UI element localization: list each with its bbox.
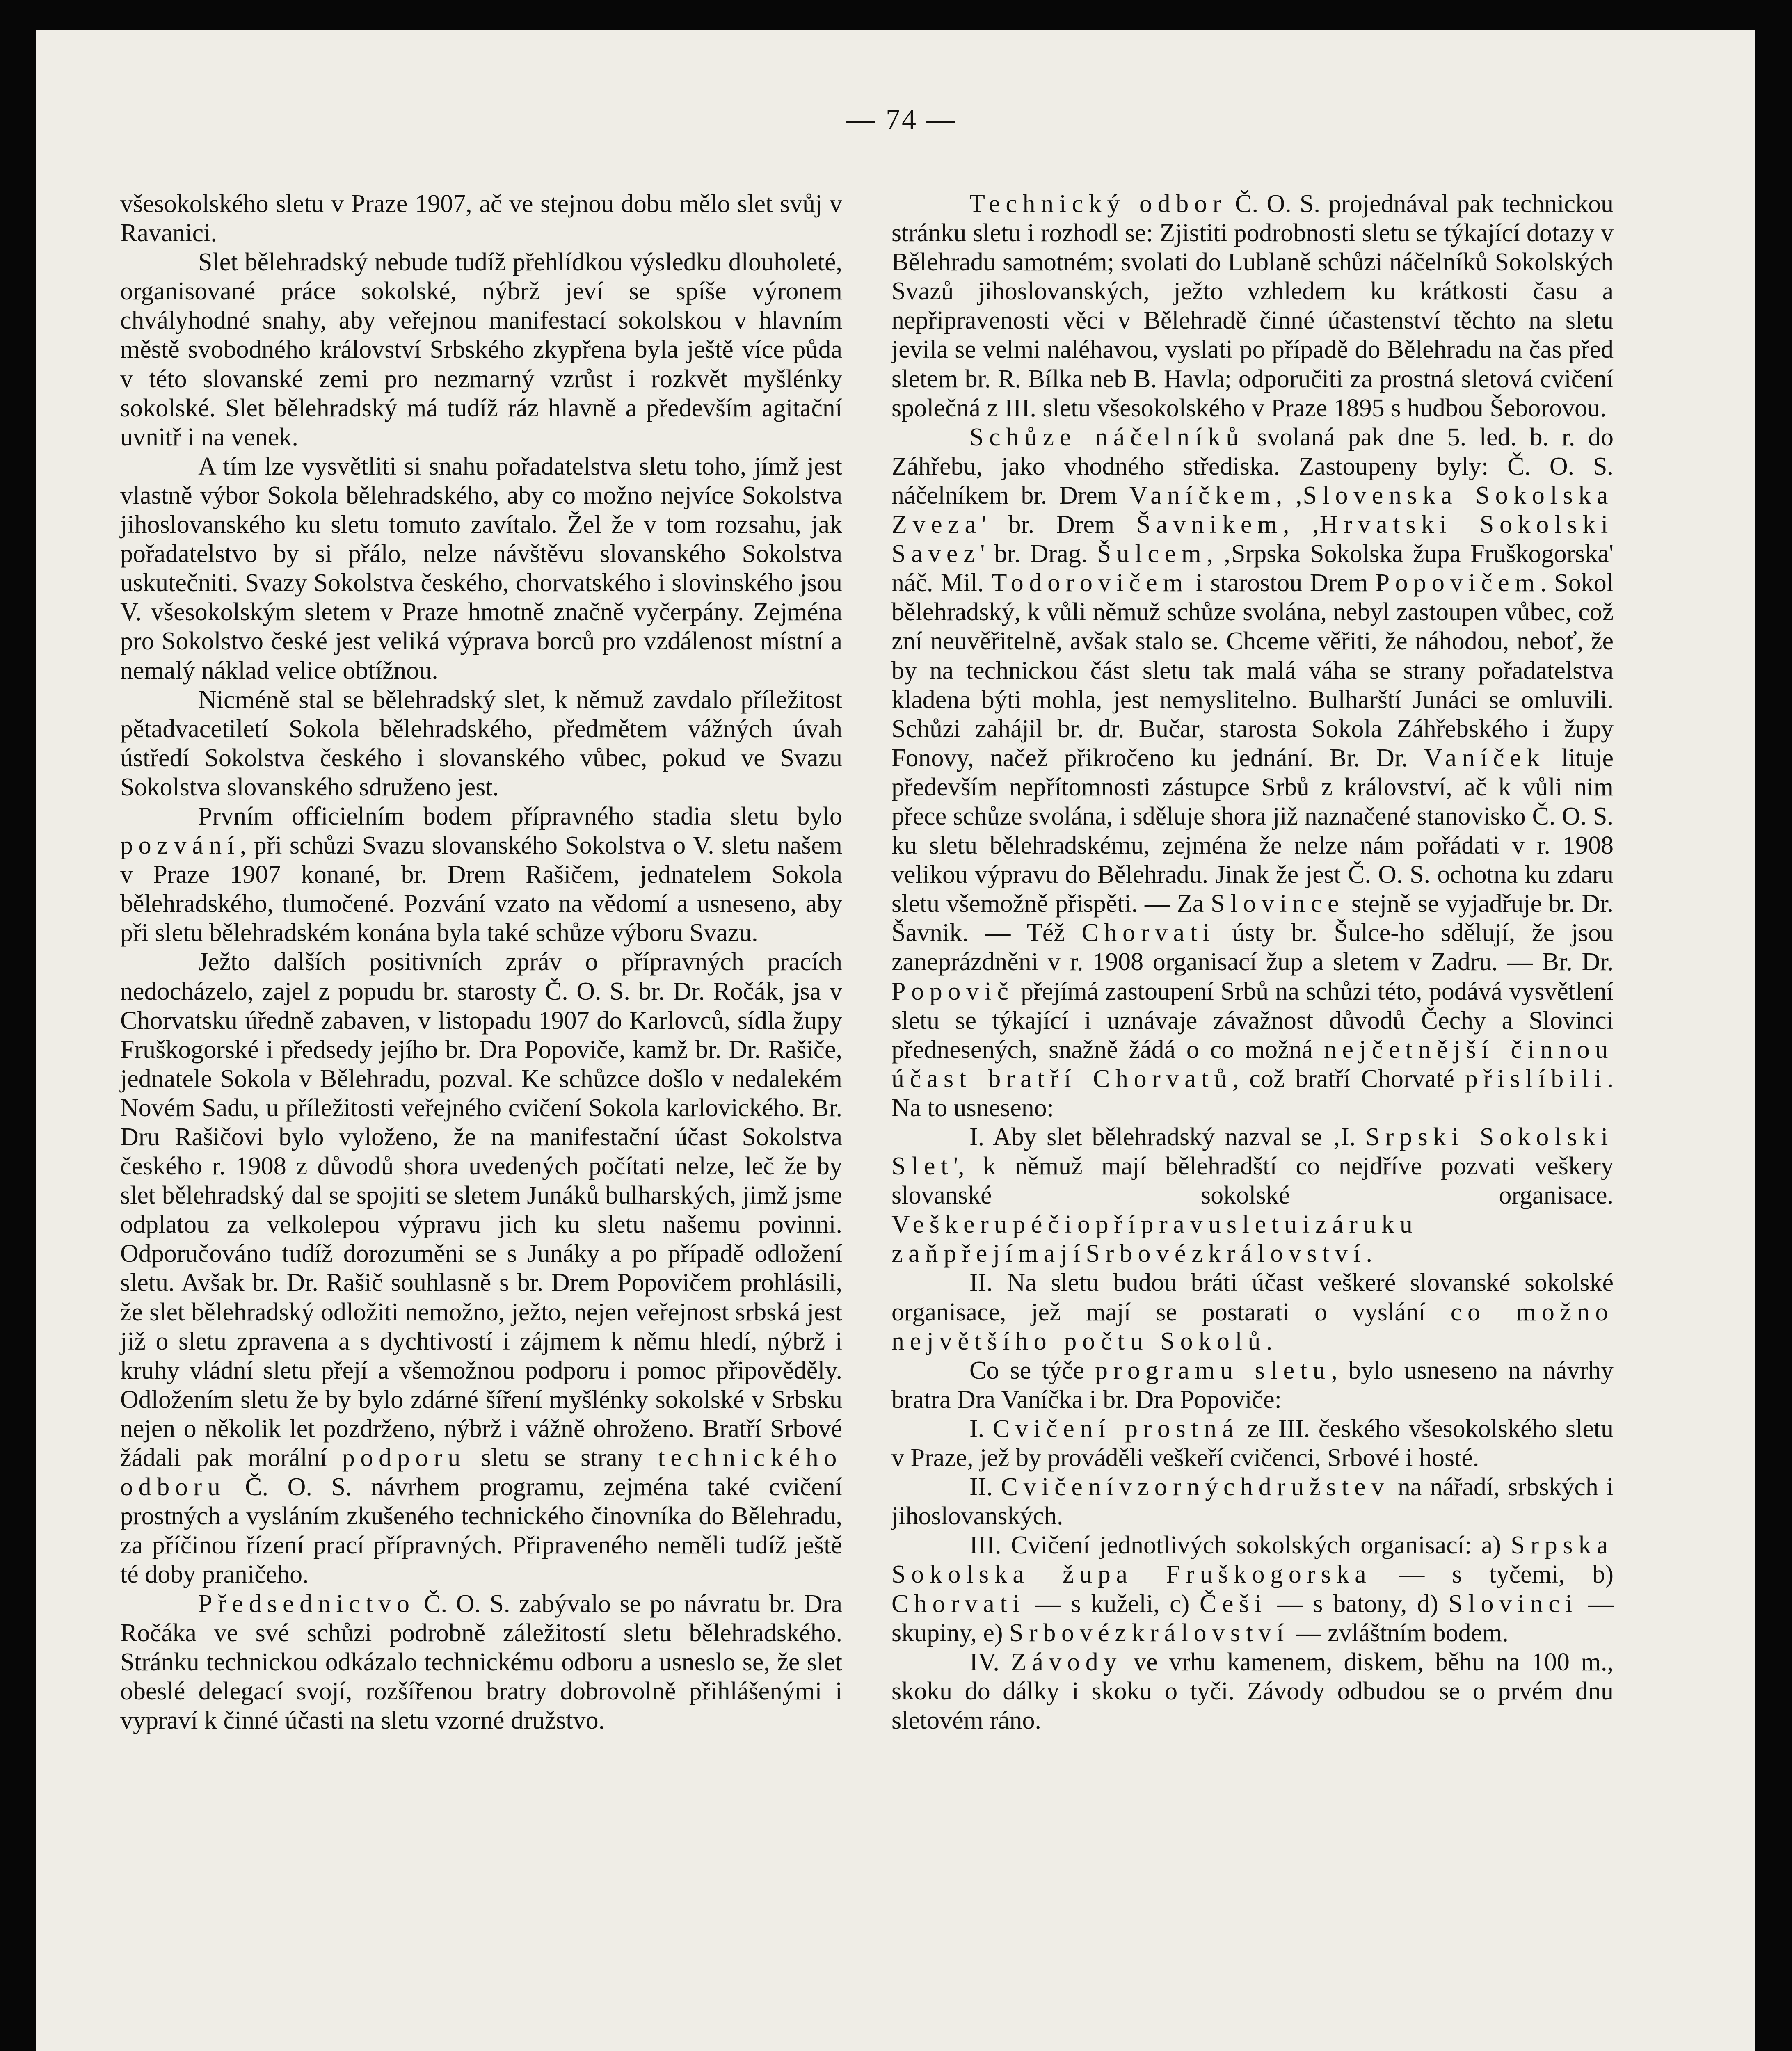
spaced-emphasis-text: Šavnikem [1136, 511, 1283, 539]
spaced-emphasis-text: Cvičenívzornýchdružstev [1001, 1473, 1390, 1501]
paragraph [120, 1590, 842, 1735]
paragraph-text: Č. O. S. zabývalo se po návratu br. Dra Ročáka ve své schůzi podrobně záležitostí sletu bělehradského. Stránku technickou odkázalo technickému odboru a usneslo se, že slet obeslé delegací svojí, rozšířenou bratry dobrovolně přihlášenými i vypraví k činné účasti na sletu vzorné družstvo. [120, 1590, 842, 1734]
paragraph [891, 1414, 1614, 1473]
paragraph-text: II. Na sletu budou bráti účast veškeré slovanské sokolské organisace, jež mají se postarati o vyslání [891, 1269, 1614, 1326]
spaced-emphasis-text: nejčetnější činnou účast bratří Chorvatů [891, 1035, 1614, 1093]
paragraph-text: — s batony, d) [1267, 1590, 1449, 1618]
spaced-emphasis-text: Popovičem [1375, 569, 1541, 597]
spaced-emphasis-text: Šulcem [1097, 540, 1207, 568]
paragraph-text: . [1366, 1240, 1373, 1268]
paragraph [120, 948, 842, 1589]
spaced-emphasis-text: Srpska Sokolska župa Fruškogorska [891, 1531, 1614, 1589]
spaced-emphasis-text: Cvičení prostná [992, 1414, 1239, 1443]
paragraph-text: . [1266, 1327, 1273, 1355]
paragraph-text: , což bratří Chorvaté [1232, 1064, 1465, 1093]
paragraph [891, 1268, 1614, 1356]
spaced-emphasis-text: Vaníčkem [1129, 481, 1276, 509]
paragraph-text: . Sokol bělehradský, k vůli němuž schůze svolána, nebyl zastoupen vůbec, což zní neuvěřitelně, avšak stalo se. Chceme věřiti, že náhodou, neboť, že by na technickou část sletu tak malá váha se strany pořadatelstva kladena býti mohla, jest nemyslitelno. Bulharští Junáci se omluvili. Schůzi zahájil br. dr. Bučar, starosta Sokola Záhřebského i župy Fonovy, načež přikročeno ku jednání. Br. Dr. [891, 569, 1614, 772]
spaced-emphasis-text: Chorvati [1081, 919, 1216, 947]
paragraph-text: všesokolského sletu v Praze 1907, ač ve stejnou dobu mělo slet svůj v Ravanici. [120, 190, 842, 247]
spaced-emphasis-text: Slovince [1211, 890, 1345, 918]
paragraph-text: stejně se vyjadřuje br. Dr. Šavnik. — Též [891, 890, 1614, 947]
scanned-page [36, 30, 1755, 2051]
paragraph [891, 1648, 1614, 1735]
paragraph [120, 452, 842, 685]
paragraph [891, 1531, 1614, 1647]
paragraph-text: lituje především nepřítomnosti zástupce Srbů z království, ač k vůli nim přece schůze svolána, i sděluje shora již naznačené stanovisko Č. O. S. ku sletu bělehradskému, zejména že nelze nám pořádati v r. 1908 velikou výpravu do Bělehradu. Jinak že jest Č. O. S. ochotna ku zdaru sletu všemožně přispěti. — Za [891, 744, 1614, 918]
right-column [891, 190, 1614, 1735]
paragraph-text: III. Cvičení jednotlivých sokolských organisací: a) [969, 1531, 1511, 1560]
spaced-emphasis-text: co možno největšího počtu Sokolů [891, 1298, 1614, 1355]
paragraph [891, 1123, 1614, 1268]
paragraph-text: I. [969, 1414, 993, 1443]
spaced-emphasis-text: podporu [342, 1444, 466, 1472]
paragraph-text: — s kuželi, c) [1025, 1590, 1200, 1618]
paragraph-text: , ‚Srpska Sokolska župa Fruškogorska' náč. Mil. [891, 540, 1614, 597]
paragraph-text: I. Aby slet bělehradský nazval se ‚I. [969, 1123, 1366, 1151]
paragraph-text: svolaná pak dne 5. led. b. r. do Záhřebu, jako vhodného střediska. Zastoupeny byly: Č. O. S. náčelníkem br. Drem [891, 423, 1614, 509]
paragraph-text: , bylo usneseno na návrhy bratra Dra Vaníčka i br. Dra Popoviče: [891, 1356, 1614, 1414]
paragraph-text: ' br. Drem [981, 511, 1136, 539]
spaced-emphasis-text: pozvání [120, 831, 240, 860]
page-number: — 74 — [846, 104, 957, 135]
paragraph-text: Slet bělehradský nebude tudíž přehlídkou výsledku dlouholeté, organisované práce sokolské, nýbrž jeví se spíše výronem chvályhodné snahy, aby veřejnou manifestací sokolskou v hlavním městě svobodného království Srbského zkypřena byla ještě více půda v této slovanské zemi pro nezmarný vzrůst i rozkvět myšlénky sokolské. Slet bělehradský má tudíž ráz hlavně a především agitační uvnitř i na venek. [120, 248, 842, 451]
spaced-emphasis-text: Schůze náčelníků [969, 423, 1244, 451]
spaced-emphasis-text: Slovenska Sokolska Zveza [891, 481, 1614, 539]
spaced-emphasis-text: Hrvatski Sokolski Savez [891, 511, 1614, 568]
left-column [120, 190, 842, 1735]
spaced-emphasis-text: Srbovézkrálovství [1009, 1619, 1290, 1647]
paragraph-text: ' br. Drag. [980, 540, 1097, 568]
paragraph-text: ze III. českého všesokolského sletu v Praze, jež by prováděli veškeří cvičenci, Srbové i hosté. [891, 1414, 1614, 1472]
paragraph [891, 190, 1614, 423]
paragraph [120, 685, 842, 802]
spaced-emphasis-text: Vaníček [1424, 744, 1545, 772]
paragraph-text: , při schůzi Svazu slovanského Sokolstva o V. sletu našem v Praze 1907 konané, br. Drem Rašičem, jednatelem Sokola bělehradského, tlumočené. Pozvání vzato na vědomí a usneseno, aby při sletu bělehradském konána byla také schůze výboru Svazu. [120, 831, 842, 947]
spaced-emphasis-text: přislíbili [1465, 1064, 1607, 1093]
paragraph-text: Nicméně stal se bělehradský slet, k němuž zavdalo příležitost pětadvacetiletí Sokola bělehradského, předmětem vážných úvah ústředí Sokolstva českého i slovanského vůbec, pokud ve Svazu Sokolstva slovanského sdruženo jest. [120, 685, 842, 801]
paragraph-text: , ‚ [1282, 511, 1320, 539]
paragraph-text: — skupiny, e) [891, 1590, 1614, 1647]
paragraph-text: . Na to usneseno: [891, 1064, 1614, 1122]
spaced-emphasis-text: programu sletu [1095, 1356, 1331, 1384]
paragraph-text: IV. [969, 1648, 1011, 1676]
paragraph [120, 190, 842, 248]
paragraph [891, 1473, 1614, 1531]
spaced-emphasis-text: Todorovičem [991, 569, 1189, 597]
paragraph-text: A tím lze vysvětliti si snahu pořadatelstva sletu toho, jímž jest vlastně výbor Sokola bělehradského, aby co možno nejvíce Sokolstva jihoslovanského ku sletu tomuto zavítalo. Žel že v tom rozsahu, jak pořadatelstvo by si přálo, nelze návštěvu slovanského Sokolstva uskutečniti. Svazy Sokolstva českého, chorvatského i slovinského jsou V. všesokolským sletem v Praze hmotně značně vyčerpány. Zejména pro Sokolstvo české jest veliká výprava borců pro vzdálenost místní a nemalý náklad velice obtížnou. [120, 452, 842, 685]
paragraph-text: Ježto dalších positivních zpráv o přípravných pracích nedocházelo, zajel z popudu br. starosty Č. O. S. br. Dr. Ročák, jsa v Chorvatsku úředně zabaven, v listopadu 1907 do Karlovců, sídla župy Fruškogorské i předsedy jejího br. Dra Popoviče, kamž br. Dr. Rašiče, jednatele Sokola v Bělehradu, pozval. Ke schůzce došlo v nedalekém Novém Sadu, u příležitosti veřejného cvičení Sokola karlovického. Br. Dru Rašičovi bylo vyloženo, že na manifestační účast Sokolstva českého r. 1908 z důvodů shora uvedených počítati nelze, leč že by slet bělehradský dal se spojiti se sletem Junáků bulharských, jimž jsme odplatou za velkolepou výpravu jich ku sletu našemu povinni. Odporučováno tudíž dorozuměni se s Junáky a po případě odložení sletu. Avšak br. Dr. Rašič souhlasně s br. Drem Popovičem prohlásili, že slet bělehradský odložiti nemožno, ježto, nejen veřejnost srbská jest již o sletu zpravena a s dychtivostí i zájmem k němu hledí, nýbrž i kruhy vládní sletu přejí a všemožnou podporu i pomoc připověděly. Odložením sletu že by bylo zdárné šíření myšlénky sokolské v Srbsku nejen o několik let pozdrženo, nýbrž i vážně ohroženo. Bratří Srbové žádali pak morální [120, 948, 842, 1472]
spaced-emphasis-text: Závody [1010, 1648, 1122, 1676]
spaced-emphasis-text: Slovinci [1448, 1590, 1578, 1618]
paragraph-text: sletu se strany [466, 1444, 658, 1472]
paragraph-text: ústy br. Šulce-ho sdělují, že jsou zaneprázdněni v r. 1908 organisací žup a sletem v Zadru. — Br. Dr. [891, 919, 1614, 976]
paragraph-text: , ‚ [1275, 481, 1303, 509]
spaced-emphasis-text: Chorvati [891, 1590, 1026, 1618]
paragraph [120, 802, 842, 948]
paragraph-text: i starostou Drem [1188, 569, 1376, 597]
paragraph-text: Č. O. S. projednával pak technickou stránku sletu i rozhodl se: Zjistiti podrobnosti sletu se týkající dotazy v Bělehradu samotném; svolati do Lublaně schůzi náčelníků Sokolských Svazů jihoslovanských, ježto vzhledem ku krátkosti času a nepřipravenosti věci v Bělehradě činné účastenství těchto na sletu jevila se velmi naléhavou, vyslati po případě do Bělehradu na čas před sletem br. R. Bílka neb B. Havla; odporučiti za prostná sletová cvičení společná z III. sletu všesokolského v Praze 1895 s hudbou Šeborovou. [891, 190, 1614, 422]
paragraph [891, 423, 1614, 1123]
spaced-emphasis-text: Předsednictvo [198, 1590, 415, 1618]
paragraph-text: přejímá zastoupení Srbů na schůzi této, podává vysvětlení sletu se týkající i uznávaje závažnost důvodů Čechy a Slovinci přednesených, snažně žádá o co možná [891, 977, 1614, 1064]
spaced-emphasis-text: Srpski Sokolski Slet [891, 1123, 1614, 1181]
paragraph-text: II. [969, 1473, 1001, 1501]
spaced-emphasis-text: Češi [1200, 1590, 1267, 1618]
spaced-emphasis-text: Veškerupéčiopřípravusletuizáruku zaňpřejímajíSrbovézkrálovství [891, 1211, 1418, 1268]
paragraph-text: — s tyčemi, b) [1371, 1560, 1614, 1589]
paragraph-text: ', k němuž mají bělehradští co nejdříve pozvati veškery slovanské sokolské organisace. [891, 1152, 1614, 1210]
spaced-emphasis-text: technického odboru [120, 1444, 843, 1501]
paragraph-text: — zvláštním bodem. [1289, 1619, 1509, 1647]
paragraph-text: Prvním officielním bodem přípravného stadia sletu bylo [198, 802, 842, 830]
paragraph-text: Č. O. S. návrhem programu, zejména také cvičení prostných a vysláním zkušeného technického činovníka do Bělehradu, za příčinou řízení prací přípravných. Připraveného neměli tudíž ještě té doby praničeho. [120, 1473, 842, 1589]
paragraph-text: ve vrhu kamenem, diskem, běhu na 100 m., skoku do dálky i skoku o tyči. Závody odbudou se o prvém dnu sletovém ráno. [891, 1648, 1614, 1734]
paragraph [120, 248, 842, 452]
spaced-emphasis-text: Technický odbor [969, 190, 1227, 218]
paragraph [891, 1356, 1614, 1414]
spaced-emphasis-text: Popovič [891, 977, 1014, 1005]
paragraph-text: Co se týče [969, 1356, 1095, 1384]
paragraph-text: na nářadí, srbských i jihoslovanských. [891, 1473, 1614, 1530]
